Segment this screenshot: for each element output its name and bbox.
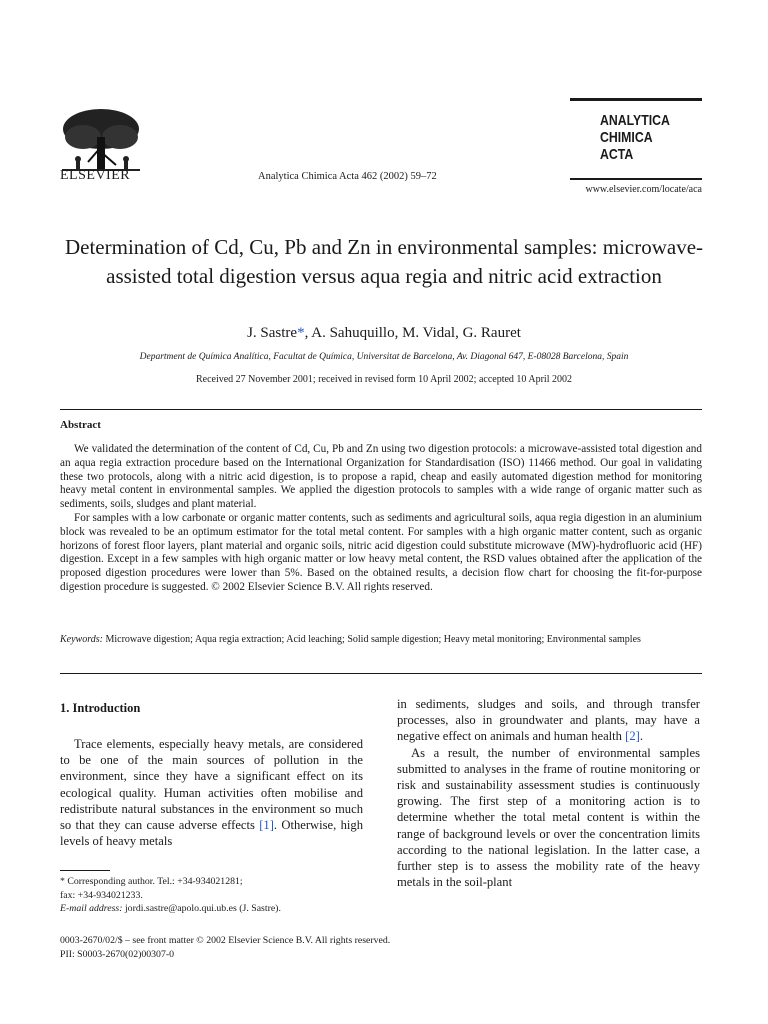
abstract-paragraph: For samples with a low carbonate or organic matter contents, such as sediments and agricultural soils, aqua regia digestion in an aluminium block was revealed to be an optimum estimator for the total metal content. For samples with a high organic matter content, such as organic horizons of forest floor layers, plant material and organic soils, nitric acid digestion could substitute microwave (MW)-hydrofluoric acid (HF) digestion. Except in a few samples with high organic matter or low heavy metal content, the RSD values obtained after the application of the proposed digestion procedures were lower than 5%. Based on the obtained results, a decision flow chart for choosing the fit-for-purpose digestion procedure is suggested. © 2002 Elsevier Science B.V. All rights reserved. bbox=[60, 511, 702, 593]
first-author: J. Sastre bbox=[247, 325, 298, 341]
masthead-rule-bottom bbox=[570, 178, 702, 180]
author-list bbox=[60, 325, 708, 342]
other-authors: , A. Sahuquillo, M. Vidal, G. Rauret bbox=[304, 325, 521, 341]
body-text: Trace elements, especially heavy metals, are considered to be one of the main sources of pollution in the environment, since they have a significant effect on its ecological quality. Human activities often mobilise and redistribute natural substances in the environment so much so that they can cause adverse effects bbox=[60, 737, 363, 833]
body-paragraph bbox=[397, 696, 700, 745]
footnote-line: * Corresponding author. Tel.: +34-934021281; bbox=[60, 876, 243, 887]
front-matter bbox=[60, 934, 390, 962]
body-text: . bbox=[639, 729, 643, 744]
keywords-list: Microwave digestion; Aqua regia extraction; Acid leaching; Solid sample digestion; Heavy metal monitoring; Environmental samples bbox=[105, 634, 641, 645]
abstract-body bbox=[60, 443, 702, 595]
email-label: E-mail address: bbox=[60, 903, 123, 914]
journal-name-line: CHIMICA bbox=[600, 129, 653, 146]
abstract-bottom-divider bbox=[60, 673, 702, 674]
abstract-paragraph: We validated the determination of the content of Cd, Cu, Pb and Zn using two digestion protocols: a microwave-assisted total digestion and an aqua regia extraction procedure based on the International Organization for Standardisation (ISO) 11466 method. Our goal in validating these two protocols, along with a nitric acid digestion, is to propose a rapid, cheap and easily automated digestion method for monitoring heavy metal content in environmental samples. We applied the digestion protocols to samples with a wide range of organic matter such as sediments, soils, sludges and plant material. bbox=[60, 443, 702, 511]
affiliation: Department de Química Analítica, Facultat de Química, Universitat de Barcelona, Av. Diagonal 647, E-08028 Barcelona, Spain bbox=[139, 352, 629, 362]
citation-link[interactable]: [1] bbox=[259, 818, 274, 833]
article-title: Determination of Cd, Cu, Pb and Zn in environmental samples: microwave-assisted total digestion versus aqua regia and nitric acid extraction bbox=[64, 235, 704, 288]
footnote-line: fax: +34-934021233. bbox=[60, 889, 143, 901]
body-text: in sediments, sludges and soils, and through transfer processes, also in groundwater and plants, may have a negative effect on animals and human health bbox=[397, 697, 700, 744]
citation-link[interactable]: [2] bbox=[625, 729, 640, 744]
journal-masthead bbox=[570, 98, 702, 180]
footnote bbox=[60, 875, 363, 916]
abstract-heading: Abstract bbox=[60, 419, 101, 431]
journal-reference: Analytica Chimica Acta 462 (2002) 59–72 bbox=[258, 171, 437, 182]
journal-name-line: ANALYTICA bbox=[600, 112, 670, 129]
footnote-line bbox=[60, 902, 363, 916]
journal-name bbox=[600, 112, 670, 163]
keywords bbox=[60, 633, 702, 647]
keywords-label: Keywords: bbox=[60, 634, 103, 645]
body-paragraph: As a result, the number of environmental samples submitted to analyses in the frame of routine monitoring or risk and sustainability assessment studies is continuously growing. The first step of a monitoring action is to determine whether the total metal content is within the range of background levels or over the concentration limits according to the national legislation. In the latter case, a further step is to assess the mobility rate of the heavy metals in the soil-plant bbox=[397, 745, 700, 890]
body-text: . Otherwise, high levels of heavy metals bbox=[60, 818, 363, 849]
section-heading: 1. Introduction bbox=[60, 701, 141, 715]
pii-line: PII: S0003-2670(02)00307-0 bbox=[60, 949, 175, 960]
abstract-top-divider bbox=[60, 409, 702, 410]
corresponding-author-link[interactable]: * bbox=[297, 325, 305, 341]
body-column-left bbox=[60, 736, 363, 849]
email-address[interactable]: jordi.sastre@apolo.qui.ub.es (J. Sastre). bbox=[122, 903, 281, 914]
publisher-name: ELSEVIER bbox=[60, 168, 131, 183]
journal-url[interactable]: www.elsevier.com/locate/aca bbox=[585, 184, 702, 195]
masthead-rule-top bbox=[570, 98, 702, 101]
footnote-divider bbox=[60, 870, 110, 871]
body-paragraph bbox=[60, 736, 363, 849]
journal-name-line: ACTA bbox=[600, 146, 634, 163]
article-dates: Received 27 November 2001; received in revised form 10 April 2002; accepted 10 April 2002 bbox=[195, 374, 572, 385]
front-matter-line: 0003-2670/02/$ – see front matter © 2002 Elsevier Science B.V. All rights reserved. bbox=[60, 935, 391, 946]
body-column-right bbox=[397, 696, 700, 890]
